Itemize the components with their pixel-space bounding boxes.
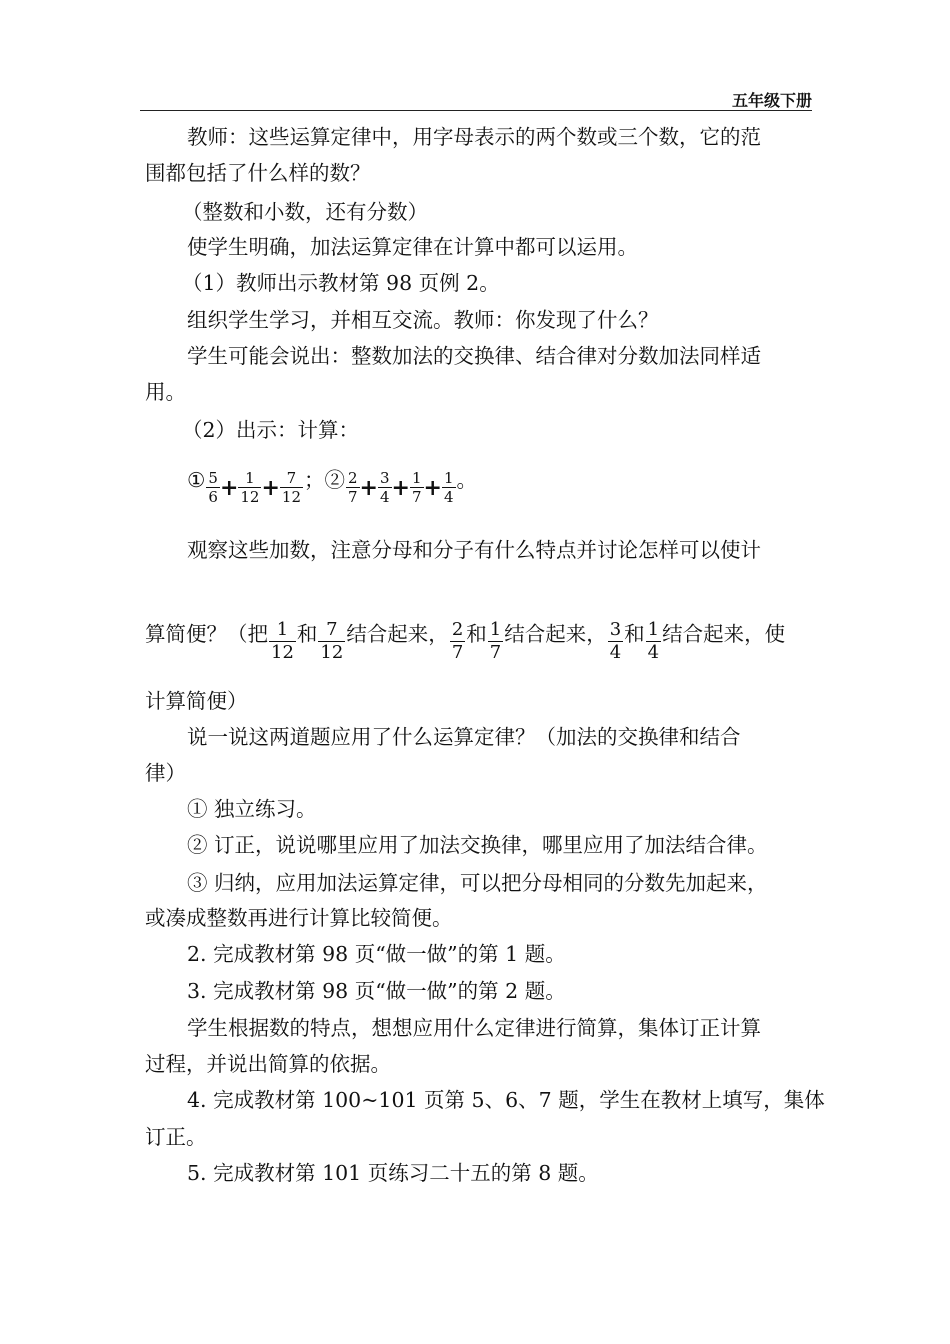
text-line: 计算简便） xyxy=(145,689,248,713)
fraction: $\frac{1}{7}$ xyxy=(411,469,422,506)
fraction: $\frac{2}{7}$ xyxy=(348,469,358,506)
expression-line xyxy=(187,463,857,506)
text-line: 5. 完成教材第 101 页练习二十五的第 8 题。 xyxy=(187,1161,599,1185)
text-line: ③ 归纳，应用加法运算定律，可以把分母相同的分数先加起来， xyxy=(187,871,768,895)
text-line: 说一说这两道题应用了什么运算定律？（加法的交换律和结合 xyxy=(187,725,741,749)
fraction-line xyxy=(145,613,815,663)
text-line: 过程，并说出简算的依据。 xyxy=(145,1052,391,1076)
semicolon: ； xyxy=(304,468,325,492)
text-line: （1）教师出示教材第 98 页例 2。 xyxy=(182,271,500,295)
circled-two: ② xyxy=(324,468,345,492)
text-line: ① 独立练习。 xyxy=(187,797,317,821)
text-line: 使学生明确，加法运算定律在计算中都可以运用。 xyxy=(187,235,638,259)
page-header xyxy=(140,88,812,111)
text-fragment: 算简便？（把 xyxy=(145,622,268,646)
full-stop: 。 xyxy=(456,468,477,492)
text-line: 律） xyxy=(145,761,186,785)
text-line: 4. 完成教材第 100~101 页第 5、6、7 题，学生在教材上填写，集体 xyxy=(187,1088,825,1112)
text-line: 或凑成整数再进行计算比较简便。 xyxy=(145,906,453,930)
fraction: $\frac{7}{12}$ xyxy=(281,469,301,506)
plus-sign: + xyxy=(359,475,378,501)
fraction: $\frac{3}{4}$ xyxy=(609,619,622,663)
plus-sign: + xyxy=(219,475,239,501)
text-line: 订正。 xyxy=(145,1125,207,1149)
fraction: $\frac{7}{12}$ xyxy=(320,619,344,663)
fraction: $\frac{1}{7}$ xyxy=(489,619,502,663)
text-fragment: 和 xyxy=(624,622,645,646)
plus-sign: + xyxy=(391,475,410,501)
text-line: 观察这些加数，注意分母和分子有什么特点并讨论怎样可以使计 xyxy=(187,538,761,562)
text-line: 2. 完成教材第 98 页“做一做”的第 1 题。 xyxy=(187,942,566,966)
fraction: $\frac{1}{12}$ xyxy=(271,619,294,663)
text-fragment: 结合起来， xyxy=(504,622,607,646)
plus-sign: + xyxy=(261,475,280,501)
text-line: 3. 完成教材第 98 页“做一做”的第 2 题。 xyxy=(187,979,566,1003)
text-line: 学生可能会说出：整数加法的交换律、结合律对分数加法同样适 xyxy=(187,344,761,368)
text-fragment: 结合起来，使 xyxy=(662,622,786,646)
fraction: $\frac{1}{4}$ xyxy=(443,469,454,506)
fraction: $\frac{1}{12}$ xyxy=(240,469,260,506)
plus-sign: + xyxy=(423,475,442,501)
text-fragment: 和 xyxy=(466,622,487,646)
text-line: 教师：这些运算定律中，用字母表示的两个数或三个数，它的范 xyxy=(187,125,761,149)
text-line: 围都包括了什么样的数？ xyxy=(145,161,371,185)
fraction: $\frac{1}{4}$ xyxy=(647,619,660,663)
text-line: （整数和小数，还有分数） xyxy=(182,200,428,224)
fraction: $\frac{5}{6}$ xyxy=(208,469,218,506)
fraction: $\frac{3}{4}$ xyxy=(379,469,390,506)
grade-label: 五年级下册 xyxy=(731,91,812,110)
text-fragment: 结合起来， xyxy=(346,622,449,646)
text-fragment: 和 xyxy=(296,622,318,646)
text-line: 学生根据数的特点，想想应用什么定律进行简算，集体订正计算 xyxy=(187,1016,761,1040)
text-line: ② 订正，说说哪里应用了加法交换律，哪里应用了加法结合律。 xyxy=(187,833,768,857)
text-line: 用。 xyxy=(145,380,186,404)
circled-one: ① xyxy=(187,468,206,492)
text-line: （2）出示：计算： xyxy=(182,418,360,442)
fraction: $\frac{2}{7}$ xyxy=(451,619,464,663)
text-line: 组织学生学习，并相互交流。教师：你发现了什么？ xyxy=(187,308,659,332)
